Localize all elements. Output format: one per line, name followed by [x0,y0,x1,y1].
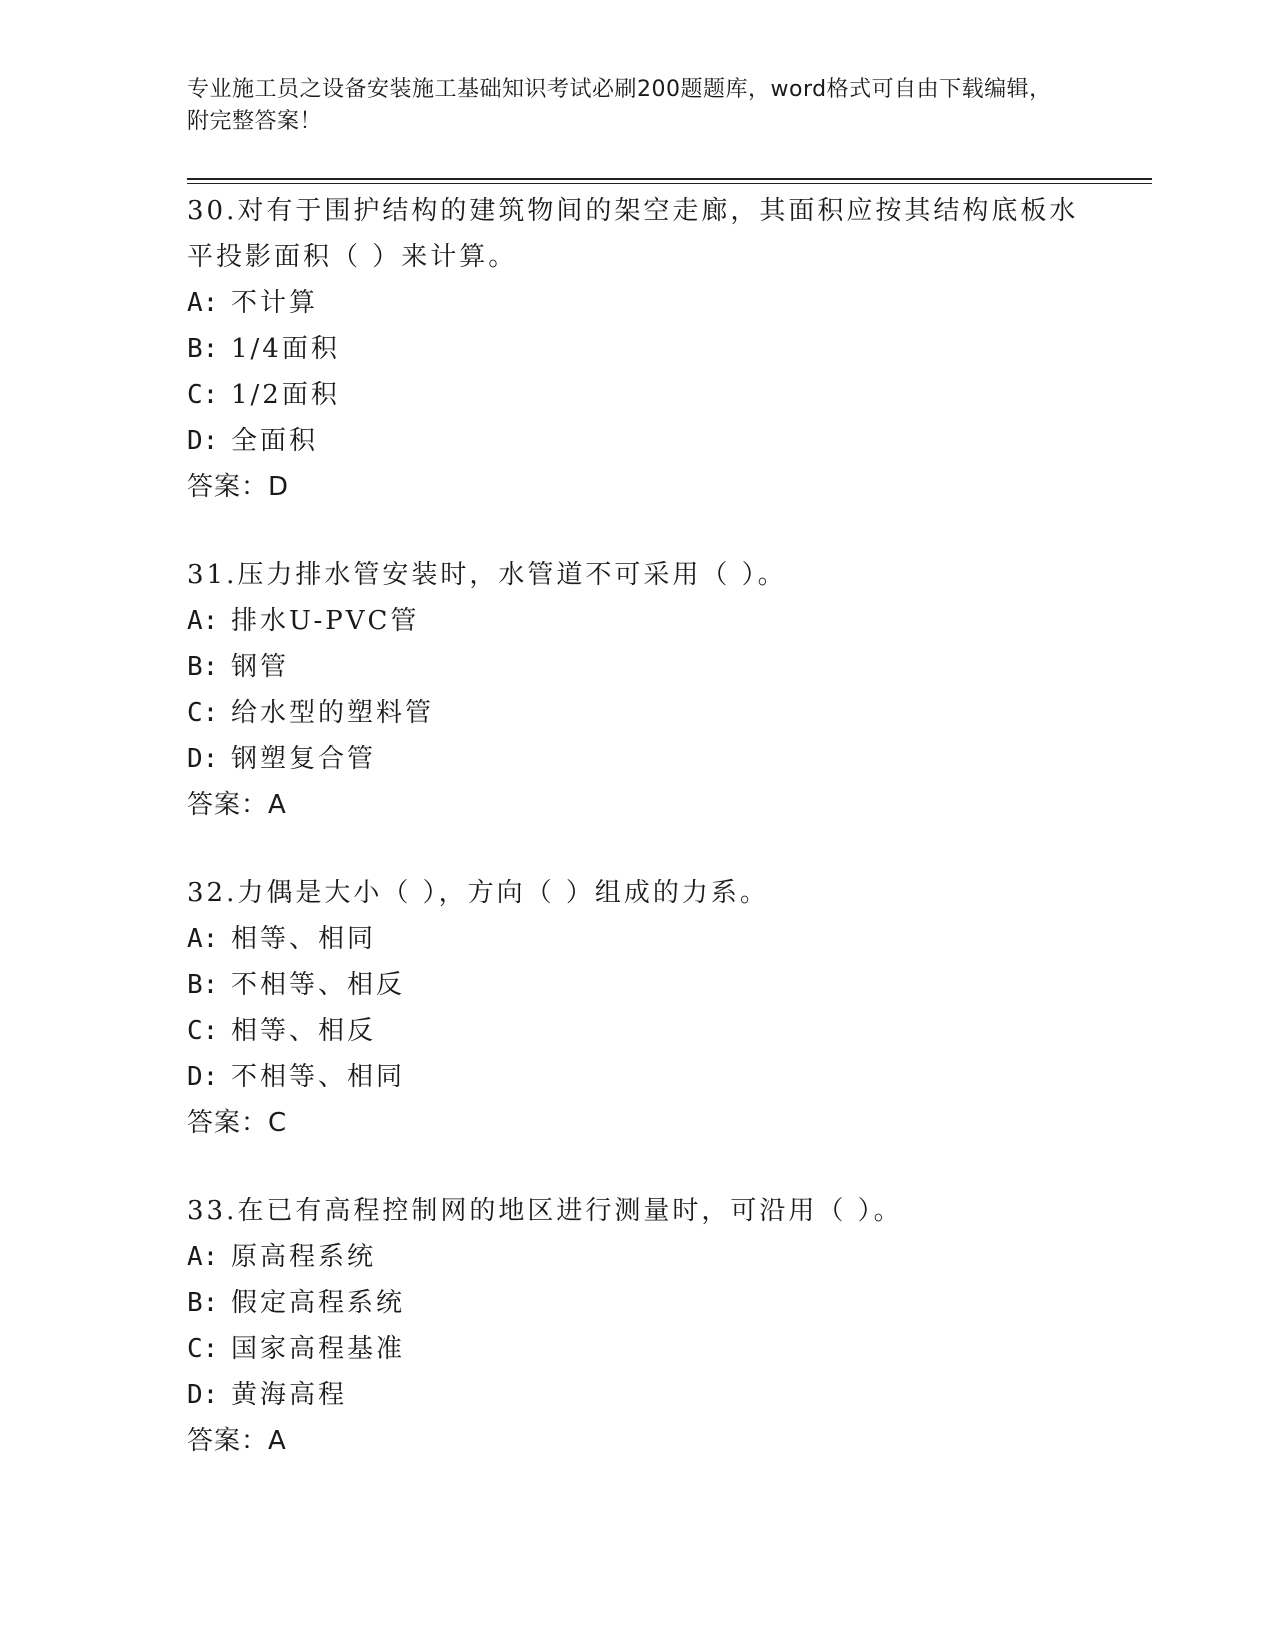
option-text: 相等、相反 [231,1016,377,1046]
option-key: C: [187,698,219,728]
option-d [187,1054,1087,1100]
option-text: 排水U-PVC管 [231,606,420,636]
option-d [187,736,1087,782]
question-text: 33.在已有高程控制网的地区进行测量时，可沿用（ ）。 [187,1196,903,1226]
option-text: 假定高程系统 [231,1288,406,1318]
question-32 [187,870,1087,1146]
option-key: B: [187,334,219,364]
option-key: A: [187,288,219,318]
header-divider [187,178,1152,180]
option-text: 钢塑复合管 [231,744,377,774]
option-b [187,644,1087,690]
option-key: B: [187,652,219,682]
option-text: 给水型的塑料管 [231,698,435,728]
answer-line: 答案：D [187,472,290,502]
option-key: A: [187,924,219,954]
question-text: 30.对有于围护结构的建筑物间的架空走廊，其面积应按其结构底板水平投影面积（ ）来计算。 [187,196,1079,272]
option-text: 1/4面积 [231,334,340,364]
option-a [187,280,1087,326]
option-text: 1/2面积 [231,380,340,410]
option-text: 相等、相同 [231,924,377,954]
option-key: A: [187,606,219,636]
option-c [187,1326,1087,1372]
answer-line: 答案：C [187,1108,288,1138]
option-text: 全面积 [231,426,319,456]
question-text: 31.压力排水管安装时，水管道不可采用（ ）。 [187,560,787,590]
option-text: 钢管 [231,652,290,682]
option-a [187,916,1087,962]
option-text: 不相等、相同 [231,1062,406,1092]
question-text: 32.力偶是大小（ ），方向（ ）组成的力系。 [187,878,769,908]
option-key: D: [187,426,219,456]
answer-line: 答案：A [187,1426,287,1456]
question-31 [187,552,1087,828]
option-c [187,690,1087,736]
option-b [187,962,1087,1008]
option-text: 不相等、相反 [231,970,406,1000]
option-key: D: [187,1380,219,1410]
option-key: A: [187,1242,219,1272]
option-text: 原高程系统 [231,1242,377,1272]
option-key: C: [187,1016,219,1046]
option-b [187,1280,1087,1326]
option-key: B: [187,1288,219,1318]
document-header: 专业施工员之设备安装施工基础知识考试必刷200题题库，word格式可自由下载编辑，附完整答案！ [187,77,1052,134]
question-30 [187,188,1087,510]
option-text: 不计算 [231,288,319,318]
option-key: D: [187,744,219,774]
option-key: D: [187,1062,219,1092]
answer-line: 答案：A [187,790,287,820]
option-a [187,1234,1087,1280]
option-c [187,1008,1087,1054]
option-text: 黄海高程 [231,1380,348,1410]
header-divider-secondary [187,183,1152,184]
option-d [187,1372,1087,1418]
question-33 [187,1188,1087,1464]
option-key: B: [187,970,219,1000]
option-a [187,598,1087,644]
option-c [187,372,1087,418]
option-d [187,418,1087,464]
option-text: 国家高程基准 [231,1334,406,1364]
option-key: C: [187,380,219,410]
option-b [187,326,1087,372]
option-key: C: [187,1334,219,1364]
